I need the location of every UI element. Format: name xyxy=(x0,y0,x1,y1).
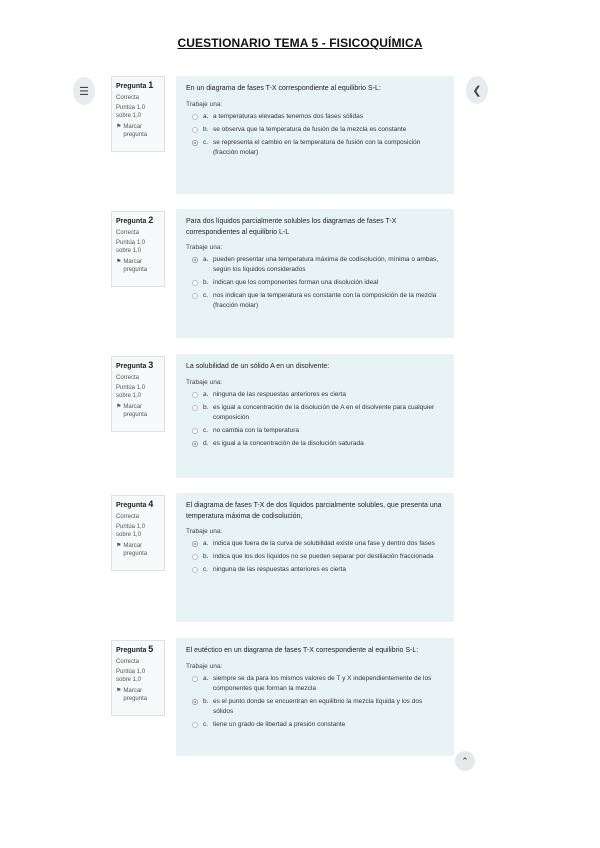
answer-list xyxy=(186,674,444,730)
document-title: CUESTIONARIO TEMA 5 - FISICOQUÍMICA xyxy=(177,36,423,50)
question-number: Pregunta 1 xyxy=(116,80,154,90)
answer-option[interactable] xyxy=(186,403,444,423)
question-number: Pregunta 5 xyxy=(116,644,154,654)
radio-button[interactable] xyxy=(192,676,198,682)
flag-icon: ⚑ xyxy=(116,543,122,550)
answer-letter: c. xyxy=(203,566,209,574)
answer-option[interactable] xyxy=(186,439,444,449)
chevron-up-icon[interactable]: ⌃ xyxy=(455,751,475,771)
flag-icon: ⚑ xyxy=(116,404,122,411)
answer-text: ninguna de las respuestas anteriores es cierta xyxy=(213,566,346,574)
question-score: Puntúa 1,0 sobre 1,0 xyxy=(116,240,146,255)
question-text: El diagrama de fases T-X de dos líquidos parcialmente solubles, que presenta una temperatura máxima de codisolución, xyxy=(186,502,442,520)
chevron-left-icon[interactable]: ❮ xyxy=(466,76,488,104)
list-icon[interactable]: ☰ xyxy=(73,77,95,105)
question-status: Correcta xyxy=(116,374,140,381)
answer-prompt: Trabaje una: xyxy=(186,378,223,386)
question-text: El eutéctico en un diagrama de fases T-X correspondiente al equilibrio S-L: xyxy=(186,647,419,654)
answer-letter: b. xyxy=(203,403,209,411)
question-text: En un diagrama de fases T-X correspondiente al equilibrio S-L: xyxy=(186,85,381,92)
answer-prompt: Trabaje una: xyxy=(186,662,223,670)
radio-button[interactable] xyxy=(192,392,198,398)
answer-text: se representa el cambio en la temperatura de fusión con la composición (fracción molar) xyxy=(213,138,421,156)
question-status: Correcta xyxy=(116,513,140,520)
radio-button[interactable] xyxy=(192,114,198,120)
answer-text: indican que los componentes forman una disolución ideal xyxy=(213,279,379,287)
answer-option[interactable] xyxy=(186,138,444,158)
radio-button[interactable] xyxy=(192,280,198,286)
question-status: Correcta xyxy=(116,658,140,665)
answer-prompt: Trabaje una: xyxy=(186,100,223,108)
answer-prompt: Trabaje una: xyxy=(186,528,223,535)
flag-icon: ⚑ xyxy=(116,124,122,131)
answer-text: se observa que la temperatura de fusión de la mezcla es constante xyxy=(213,125,407,133)
answer-option[interactable] xyxy=(186,565,444,575)
question-content-4 xyxy=(176,493,454,622)
answer-text: es el punto donde se encuentran en equilibrio la mezcla líquida y los dos sólidos xyxy=(213,697,423,715)
question-score: Puntúa 1,0 sobre 1,0 xyxy=(116,105,146,120)
answer-prompt: Trabaje una: xyxy=(186,244,223,251)
flag-question-button[interactable]: ⚑ Marcar pregunta xyxy=(116,543,148,557)
answer-text: ninguna de las respuestas anteriores es cierta xyxy=(213,390,346,398)
question-text: La solubilidad de un sólido A en un disolvente: xyxy=(186,363,330,370)
answer-text: indica que los dos líquidos no se pueden separar por destilación fraccionada xyxy=(213,553,434,561)
flag-question-button[interactable]: ⚑ Marcar pregunta xyxy=(116,259,148,273)
answer-letter: c. xyxy=(203,292,209,300)
flag-question-button[interactable]: ⚑ Marcar pregunta xyxy=(116,124,148,138)
answer-text: es igual a la concentración de la disolución saturada xyxy=(213,439,364,447)
answer-letter: b. xyxy=(203,125,209,133)
question-score: Puntúa 1,0 sobre 1,0 xyxy=(116,524,146,539)
answer-option[interactable] xyxy=(186,255,444,275)
answer-text: a temperaturas elevadas tenemos dos fases sólidas xyxy=(213,112,363,120)
answer-list xyxy=(186,539,444,575)
question-info-4 xyxy=(111,495,165,571)
radio-button[interactable] xyxy=(192,257,198,263)
question-number: Pregunta 4 xyxy=(116,499,154,509)
radio-button[interactable] xyxy=(192,554,198,560)
answer-letter: a. xyxy=(203,256,209,263)
question-content-5 xyxy=(176,638,454,756)
radio-button[interactable] xyxy=(192,405,198,411)
answer-text: nos indican que la temperatura es constante con la composición de la mezcla (fracción molar) xyxy=(213,292,437,310)
answer-text: tiene un grado de libertad a presión constante xyxy=(213,720,346,728)
answer-option[interactable] xyxy=(186,720,444,730)
question-content-3 xyxy=(176,354,454,478)
answer-text: siempre se da para los mismos valores de T y X independientemente de los componentes que forman la mezcla xyxy=(213,674,432,692)
answer-letter: b. xyxy=(203,553,209,561)
answer-text: pueden presentar una temperatura máxima de codisolución, mínima o ambas, según los líquidos considerados xyxy=(213,256,439,274)
answer-option[interactable] xyxy=(186,697,444,717)
question-info-3 xyxy=(111,356,165,432)
answer-letter: c. xyxy=(203,426,209,434)
radio-button[interactable] xyxy=(192,541,198,547)
question-content-2 xyxy=(176,209,454,338)
answer-option[interactable] xyxy=(186,674,444,694)
question-number: Pregunta 3 xyxy=(116,360,154,370)
question-status: Correcta xyxy=(116,229,140,236)
question-info-2 xyxy=(111,211,165,287)
answer-letter: a. xyxy=(203,540,209,547)
answer-text: no cambia con la temperatura xyxy=(213,426,299,434)
question-content-1 xyxy=(176,76,454,194)
question-score: Puntúa 1,0 sobre 1,0 xyxy=(116,385,146,400)
radio-button[interactable] xyxy=(192,293,198,299)
answer-option[interactable] xyxy=(186,125,444,135)
answer-option[interactable] xyxy=(186,426,444,436)
answer-text: es igual a concentración de la disolución de A en el disolvente para cualquier composición xyxy=(213,403,435,421)
question-status: Correcta xyxy=(116,94,140,101)
answer-option[interactable] xyxy=(186,112,444,122)
answer-option[interactable] xyxy=(186,552,444,562)
question-info-1 xyxy=(111,76,165,152)
flag-icon: ⚑ xyxy=(116,259,122,266)
question-text: Para dos líquidos parcialmente solubles los diagramas de fases T-X correspondientes al equilibrio L-L xyxy=(186,218,397,236)
radio-button[interactable] xyxy=(192,722,198,728)
radio-button[interactable] xyxy=(192,428,198,434)
question-score: Puntúa 1,0 sobre 1,0 xyxy=(116,669,146,684)
flag-icon: ⚑ xyxy=(116,688,122,695)
answer-option[interactable] xyxy=(186,390,444,400)
answer-letter: c. xyxy=(203,720,209,728)
answer-letter: a. xyxy=(203,674,209,682)
question-info-5 xyxy=(111,640,165,716)
radio-button[interactable] xyxy=(192,567,198,573)
answer-letter: a. xyxy=(203,112,209,120)
radio-button[interactable] xyxy=(192,140,198,146)
radio-button[interactable] xyxy=(192,441,198,447)
answer-text: indica que fuera de la curva de solubilidad existe una fase y dentro dos fases xyxy=(213,540,435,547)
flag-question-button[interactable]: ⚑ Marcar pregunta xyxy=(116,404,148,418)
answer-letter: d. xyxy=(203,439,209,447)
answer-option[interactable] xyxy=(186,278,444,288)
answer-letter: a. xyxy=(203,390,209,398)
answer-letter: b. xyxy=(203,279,209,287)
radio-button[interactable] xyxy=(192,699,198,705)
answer-letter: b. xyxy=(203,697,209,705)
question-number: Pregunta 2 xyxy=(116,215,154,225)
radio-button[interactable] xyxy=(192,127,198,133)
answer-option[interactable] xyxy=(186,539,444,549)
answer-list xyxy=(186,390,444,449)
answer-list xyxy=(186,255,444,311)
answer-letter: c. xyxy=(203,138,209,146)
answer-option[interactable] xyxy=(186,291,444,311)
flag-question-button[interactable]: ⚑ Marcar pregunta xyxy=(116,688,148,702)
answer-list xyxy=(186,112,444,158)
